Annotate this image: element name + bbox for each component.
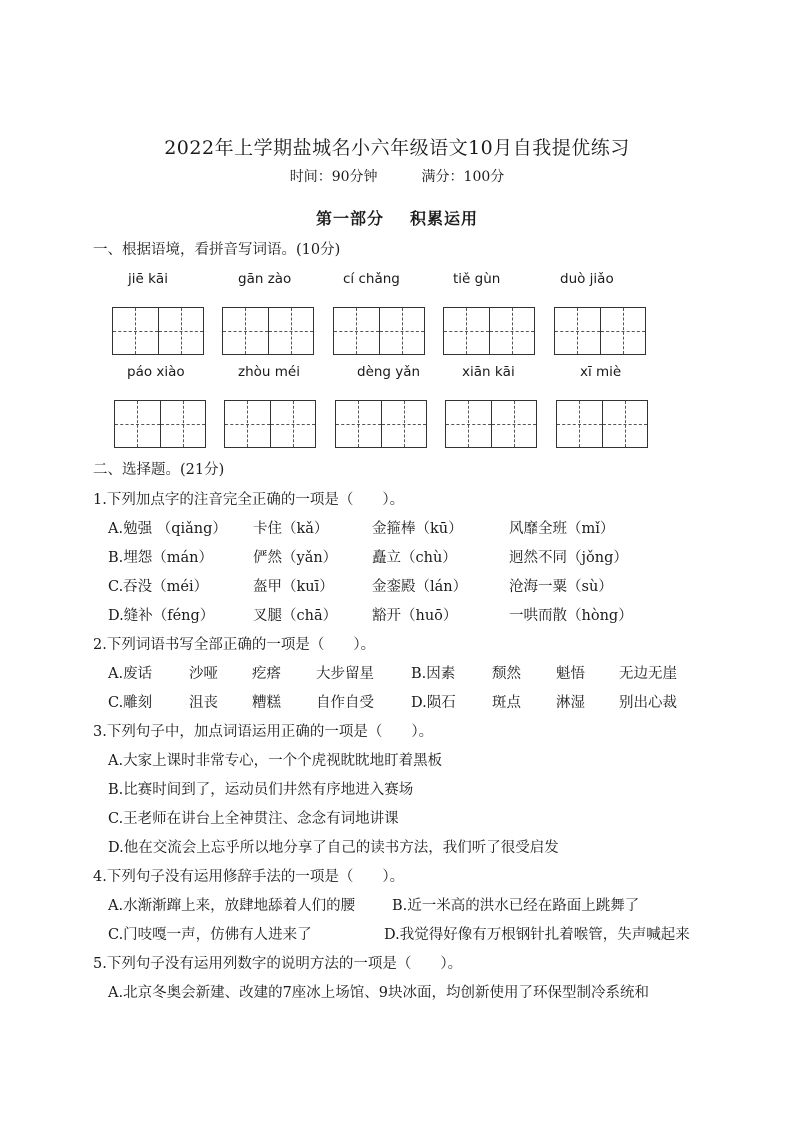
q3-option-a[interactable]: A.大家上课时非常专心，一个个虎视眈眈地盯着黑板 bbox=[108, 753, 443, 769]
pinyin-label: jiē kāi bbox=[128, 271, 168, 287]
q1-option-b[interactable]: B.埋怨（mán） bbox=[108, 550, 213, 566]
q2-word: 斑点 bbox=[492, 695, 521, 711]
q2-word: 颓然 bbox=[492, 666, 521, 682]
q1-option-c-item: 金銮殿（lán） bbox=[372, 579, 468, 595]
q1-option-a[interactable]: A.勉强 （qiǎng） bbox=[108, 521, 227, 537]
answer-grid[interactable] bbox=[556, 400, 648, 448]
q2-word: 大步留星 bbox=[316, 666, 374, 682]
q1-option-d-item: 一哄而散（hòng） bbox=[509, 608, 633, 624]
part-heading bbox=[0, 206, 794, 229]
q2-option-c[interactable]: C.雕刻 bbox=[108, 695, 153, 711]
section2-heading: 二、选择题。(21分) bbox=[93, 462, 225, 478]
q2-word: 魁悟 bbox=[556, 666, 585, 682]
q2-word: 沙哑 bbox=[189, 666, 218, 682]
pinyin-label: xī miè bbox=[580, 364, 622, 380]
q1-option-c-item: 沧海一粟（sù） bbox=[509, 579, 613, 595]
q2-word: 沮丧 bbox=[189, 695, 218, 711]
q2-word: 别出心裁 bbox=[619, 695, 677, 711]
part-name: 第一部分 bbox=[315, 209, 384, 228]
q5-stem: 5.下列句子没有运用列数字的说明方法的一项是（ ）。 bbox=[93, 956, 463, 972]
answer-grid[interactable] bbox=[112, 307, 204, 355]
q1-option-d[interactable]: D.缝补（féng） bbox=[108, 608, 215, 624]
pinyin-label: gān zào bbox=[238, 271, 292, 287]
pinyin-label: tiě gùn bbox=[453, 271, 501, 287]
q1-option-c-item: 盔甲（kuī） bbox=[253, 579, 334, 595]
pinyin-label: xiān kāi bbox=[462, 364, 515, 380]
q4-option-a[interactable]: A.水渐渐蹿上来，放肆地舔着人们的腰 bbox=[108, 898, 356, 914]
q1-option-d-item: 豁开（huō） bbox=[372, 608, 458, 624]
q3-option-c[interactable]: C.王老师在讲台上全神贯注、念念有词地讲课 bbox=[108, 811, 399, 827]
q4-option-b[interactable]: B.近一米高的洪水已经在路面上跳舞了 bbox=[392, 898, 640, 914]
answer-grid[interactable] bbox=[335, 400, 427, 448]
q1-option-a-item: 风靡全班（mǐ） bbox=[509, 521, 615, 537]
answer-grid[interactable] bbox=[224, 400, 316, 448]
pinyin-label: cí chǎng bbox=[343, 271, 400, 287]
answer-grid[interactable] bbox=[114, 400, 206, 448]
q1-stem: 1.下列加点字的注音完全正确的一项是（ ）。 bbox=[93, 492, 405, 508]
q2-option-d[interactable]: D.陨石 bbox=[411, 695, 456, 711]
q2-word: 糟糕 bbox=[252, 695, 281, 711]
q4-option-c[interactable]: C.门吱嘎一声，仿佛有人进来了 bbox=[108, 927, 312, 943]
answer-grid[interactable] bbox=[333, 307, 425, 355]
q3-stem: 3.下列句子中，加点词语运用正确的一项是（ ）。 bbox=[93, 724, 434, 740]
q1-option-a-item: 卡住（kǎ） bbox=[253, 521, 329, 537]
q2-word: 淋湿 bbox=[556, 695, 585, 711]
q2-word: 无边无崖 bbox=[619, 666, 677, 682]
q1-option-b-item: 俨然（yǎn） bbox=[253, 550, 338, 566]
answer-grid[interactable] bbox=[445, 400, 537, 448]
q2-word: 疙瘩 bbox=[252, 666, 281, 682]
answer-grid[interactable] bbox=[222, 307, 314, 355]
q1-option-b-item: 迥然不同（jǒng） bbox=[509, 550, 628, 566]
pinyin-label: duò jiǎo bbox=[560, 271, 614, 287]
q4-option-d[interactable]: D.我觉得好像有万根钢针扎着喉管，失声喊起来 bbox=[384, 927, 690, 943]
q1-option-a-item: 金箍棒（kū） bbox=[372, 521, 463, 537]
part-subtitle: 积累运用 bbox=[410, 209, 479, 228]
q2-stem: 2.下列词语书写全部正确的一项是（ ）。 bbox=[93, 637, 376, 653]
pinyin-label: dèng yǎn bbox=[357, 364, 421, 380]
q2-option-b[interactable]: B.因素 bbox=[411, 666, 456, 682]
exam-score: 满分：100分 bbox=[421, 169, 505, 185]
exam-time: 时间：90分钟 bbox=[289, 169, 378, 185]
q1-option-d-item: 叉腿（chā） bbox=[253, 608, 338, 624]
q2-option-a[interactable]: A.废话 bbox=[108, 666, 153, 682]
answer-grid[interactable] bbox=[443, 307, 535, 355]
q2-word: 自作自受 bbox=[316, 695, 374, 711]
page-title: 2022年上学期盐城名小六年级语文10月自我提优练习 bbox=[164, 137, 630, 159]
q5-option-a[interactable]: A.北京冬奥会新建、改建的7座冰上场馆、9块冰面，均创新使用了环保型制冷系统和 bbox=[108, 985, 650, 1001]
section1-heading: 一、根据语境，看拼音写词语。(10分) bbox=[93, 242, 341, 258]
answer-grid[interactable] bbox=[554, 307, 646, 355]
q1-option-b-item: 矗立（chù） bbox=[372, 550, 457, 566]
q4-stem: 4.下列句子没有运用修辞手法的一项是（ ）。 bbox=[93, 869, 405, 885]
pinyin-label: zhòu méi bbox=[238, 364, 300, 380]
exam-meta bbox=[0, 166, 794, 186]
q1-option-c[interactable]: C.吞没（méi） bbox=[108, 579, 209, 595]
q3-option-b[interactable]: B.比赛时间到了，运动员们井然有序地进入赛场 bbox=[108, 782, 414, 798]
q3-option-d[interactable]: D.他在交流会上忘乎所以地分享了自己的读书方法，我们听了很受启发 bbox=[108, 840, 559, 856]
pinyin-label: páo xiào bbox=[127, 364, 185, 380]
